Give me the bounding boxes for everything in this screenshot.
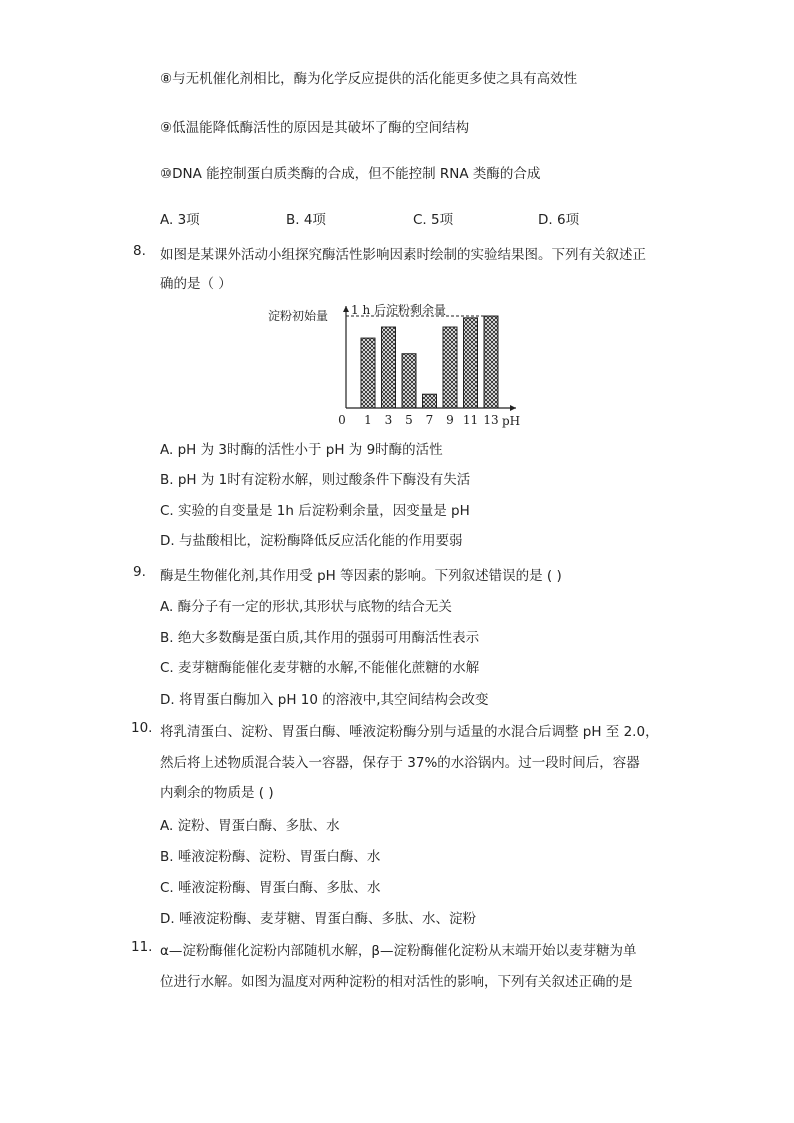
q7-option-b[interactable]: B. 4项 — [286, 212, 326, 228]
q11-stem-line2: 位进行水解。如图为温度对两种淀粉的相对活性的影响，下列有关叙述正确的是 — [160, 974, 633, 990]
q9-number: 9. — [133, 564, 146, 580]
q9-option-d[interactable]: D. 将胃蛋白酶加入 pH 10 的溶液中,其空间结构会改变 — [160, 692, 489, 708]
q10-number: 10. — [131, 720, 153, 736]
x-tick-label-11: 11 — [462, 413, 479, 427]
q7-option-c[interactable]: C. 5项 — [413, 212, 454, 228]
q7-item-9: ⑨低温能降低酶活性的原因是其破坏了酶的空间结构 — [160, 120, 470, 136]
q8-bar-chart — [262, 296, 524, 428]
y-axis-arrow — [343, 306, 349, 312]
q7-options — [160, 208, 640, 228]
q9-option-c[interactable]: C. 麦芽糖酶能催化麦芽糖的水解,不能催化蔗糖的水解 — [160, 660, 480, 676]
q10-option-c[interactable]: C. 唾液淀粉酶、胃蛋白酶、多肽、水 — [160, 880, 381, 896]
q8-option-a[interactable]: A. pH 为 3时酶的活性小于 pH 为 9时酶的活性 — [160, 442, 443, 458]
x-tick-label-3: 3 — [384, 413, 393, 427]
x-tick-label-7: 7 — [425, 413, 434, 427]
q7-item-8: ⑧与无机催化剂相比，酶为化学反应提供的活化能更多使之具有高效性 — [160, 71, 578, 87]
bar-ph-11 — [464, 318, 478, 408]
origin-label: 0 — [338, 413, 346, 427]
q10-option-b[interactable]: B. 唾液淀粉酶、淀粉、胃蛋白酶、水 — [160, 849, 381, 865]
q8-stem-line1: 如图是某课外活动小组探究酶活性影响因素时绘制的实验结果图。下列有关叙述正 — [160, 247, 646, 263]
y-axis-label: 1 h 后淀粉剩余量 — [351, 303, 446, 317]
q8-option-d[interactable]: D. 与盐酸相比，淀粉酶降低反应活化能的作用要弱 — [160, 533, 463, 549]
q9-option-a[interactable]: A. 酶分子有一定的形状,其形状与底物的结合无关 — [160, 599, 452, 615]
q9-stem: 酶是生物催化剂,其作用受 pH 等因素的影响。下列叙述错误的是 ( ) — [160, 568, 562, 584]
x-axis-label: pH — [502, 414, 521, 428]
bar-ph-5 — [402, 354, 416, 408]
q10-stem-line3: 内剩余的物质是 ( ) — [160, 785, 274, 801]
x-tick-label-9: 9 — [446, 413, 454, 427]
q7-option-a[interactable]: A. 3项 — [160, 212, 200, 228]
q9-option-b[interactable]: B. 绝大多数酶是蛋白质,其作用的强弱可用酶活性表示 — [160, 630, 480, 646]
x-tick-label-1: 1 — [364, 413, 372, 427]
bar-ph-1 — [361, 338, 375, 408]
q10-option-d[interactable]: D. 唾液淀粉酶、麦芽糖、胃蛋白酶、多肽、水、淀粉 — [160, 911, 476, 927]
bar-ph-7 — [423, 394, 437, 408]
q11-number: 11. — [131, 939, 153, 955]
x-tick-label-13: 13 — [483, 413, 499, 427]
bar-ph-9 — [443, 327, 457, 408]
bar-ph-3 — [382, 327, 396, 408]
q8-number: 8. — [133, 243, 146, 259]
reference-line-label: 淀粉初始量 — [268, 309, 329, 323]
q8-option-b[interactable]: B. pH 为 1时有淀粉水解，则过酸条件下酶没有失活 — [160, 472, 471, 488]
q11-stem-line1: α—淀粉酶催化淀粉内部随机水解，β—淀粉酶催化淀粉从末端开始以麦芽糖为单 — [160, 943, 637, 959]
q8-stem-line2: 确的是（ ） — [160, 276, 232, 292]
bar-ph-13 — [484, 316, 498, 408]
x-tick-label-5: 5 — [405, 413, 413, 427]
x-axis-arrow — [510, 405, 516, 411]
q10-stem-line1: 将乳清蛋白、淀粉、胃蛋白酶、唾液淀粉酶分别与适量的水混合后调整 pH 至 2.0， — [160, 724, 659, 740]
q8-option-c[interactable]: C. 实验的自变量是 1h 后淀粉剩余量，因变量是 pH — [160, 503, 470, 519]
q10-stem-line2: 然后将上述物质混合装入一容器，保存于 37%的水浴锅内。过一段时间后，容器 — [160, 755, 640, 771]
q10-option-a[interactable]: A. 淀粉、胃蛋白酶、多肽、水 — [160, 818, 340, 834]
q7-option-d[interactable]: D. 6项 — [538, 212, 580, 228]
q7-item-10: ⑩DNA 能控制蛋白质类酶的合成，但不能控制 RNA 类酶的合成 — [160, 166, 541, 182]
